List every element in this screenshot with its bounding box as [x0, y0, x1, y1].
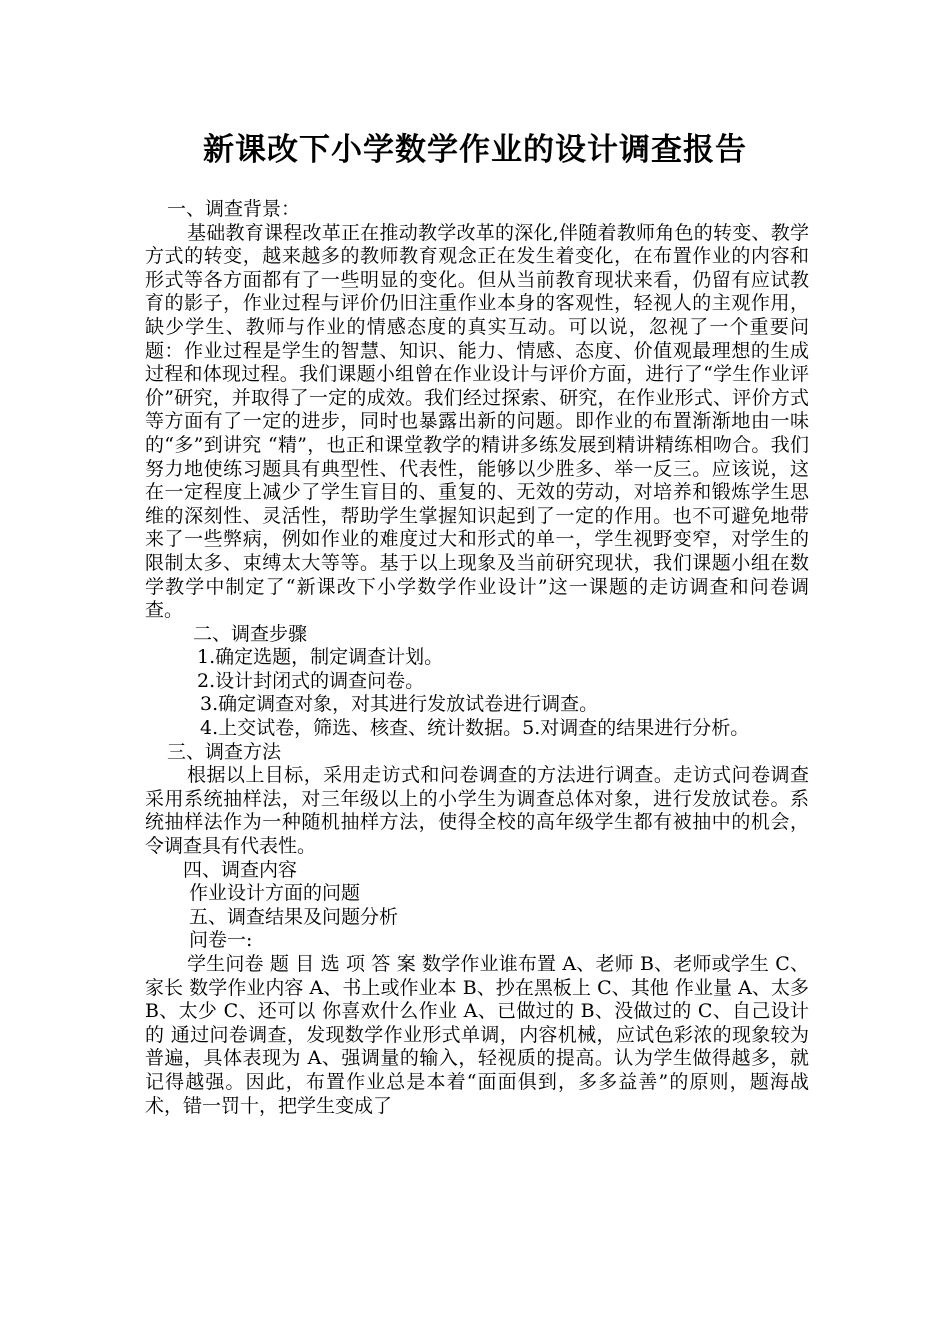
results-paragraph: 学生问卷 题 目 选 项 答 案 数学作业谁布置 A、老师 B、老师或学生 C、家长 数学作业内容 A、书上或作业本 B、抄在黑板上 C、其他 作业量 A、太多 B、太少 C、还可以 你喜欢什么作业 A、已做过的 B、没做过的 C、自己设计的 通过问卷调查，发现数学作业形式单调，内容机械，应试色彩浓的现象较为普遍，具体表现为 A、强调量的输入，轻视质的提高。认为学生做得越多，就记得越强。因此，布置作业总是本着“面面俱到，多多益善”的原则，题海战术，错一罚十，把学生变成了 — [145, 953, 809, 1117]
method-paragraph: 根据以上目标，采用走访式和问卷调查的方法进行调查。走访式问卷调查采用系统抽样法，对三年级以上的小学生为调查总体对象，进行发放试卷。系统抽样法作为一种随机抽样方法，使得全校的高年级学生都有被抽中的机会，令调查具有代表性。 — [145, 764, 809, 858]
step-item-2: 2.设计封闭式的调查问卷。 — [197, 669, 425, 692]
background-paragraph: 基础教育课程改革正在推动教学改革的深化,伴随着教师角色的转变、教学方式的转变，越来越多的教师教育观念正在发生着变化，在布置作业的内容和形式等各方面都有了一些明显的变化。但从当前教育现状来看，仍留有应试教育的影子，作业过程与评价仍旧注重作业本身的客观性，轻视人的主观作用，缺少学生、教师与作业的情感态度的真实互动。可以说，忽视了一个重要问题：作业过程是学生的智慧、知识、能力、情感、态度、价值观最理想的生成过程和体现过程。我们课题小组曾在作业设计与评价方面，进行了“学生作业评价”研究，并取得了一定的成效。我们经过探索、研究，在作业形式、评价方式等方面有了一定的进步，同时也暴露出新的问题。即作业的布置渐渐地由一味的“多”到讲究 “精”，也正和课堂教学的精讲多练发展到精讲精练相吻合。我们努力地使练习题具有典型性、代表性，能够以少胜多、举一反三。应该说，这在一定程度上减少了学生盲目的、重复的、无效的劳动，对培养和锻炼学生思维的深刻性、灵活性，帮助学生掌握知识起到了一定的作用。也不可避免地带来了一些弊病，例如作业的难度过大和形式的单一，学生视野变窄，对学生的限制太多、束缚太大等等。基于以上现象及当前研究现状，我们课题小组在数学教学中制定了“新课改下小学数学作业设计”这一课题的走访调查和问卷调查。 — [145, 221, 809, 622]
content-text: 作业设计方面的问题 — [189, 882, 361, 905]
step-item-4: 4.上交试卷，筛选、核查、统计数据。5.对调查的结果进行分析。 — [200, 717, 750, 740]
document-body — [145, 198, 809, 1118]
questionnaire-label: 问卷一: — [189, 929, 253, 952]
section-heading-results: 五、调查结果及问题分析 — [189, 905, 399, 928]
step-item-1: 1.确定选题，制定调查计划。 — [197, 646, 444, 669]
section-heading-content: 四、调查内容 — [183, 858, 298, 881]
section-heading-method: 三、调查方法 — [167, 740, 282, 763]
section-heading-background: 一、调查背景： — [167, 198, 301, 220]
step-item-3: 3.确定调查对象，对其进行发放试卷进行调查。 — [200, 693, 599, 716]
document-title: 新课改下小学数学作业的设计调查报告 — [203, 132, 747, 168]
section-heading-steps: 二、调查步骤 — [193, 622, 308, 645]
